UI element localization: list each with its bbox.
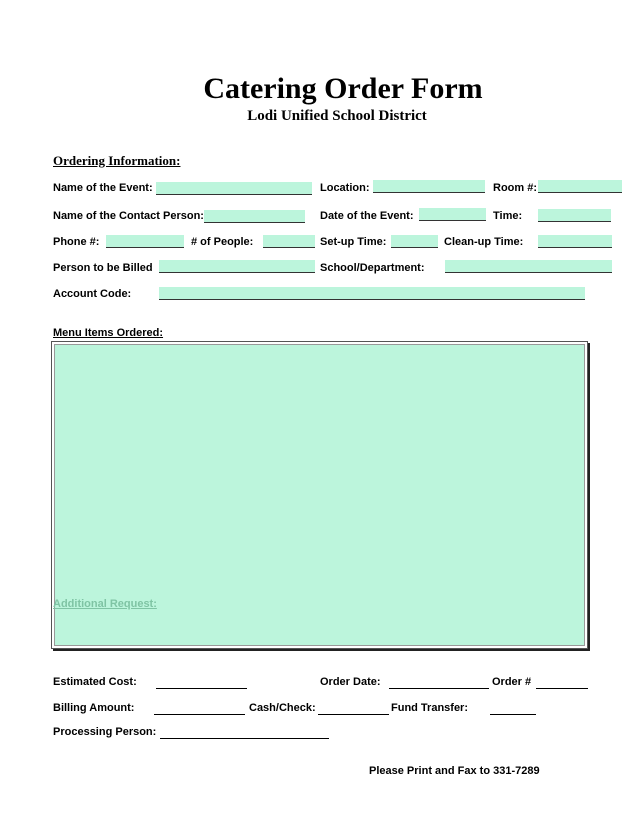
cleanup-time-label: Clean-up Time: [444,236,524,248]
cash-check-label: Cash/Check: [249,702,316,714]
account-code-field[interactable] [159,287,585,300]
processing-person-label: Processing Person: [53,726,157,738]
school-department-field[interactable] [445,260,612,273]
room-field[interactable] [538,180,622,193]
time-label: Time: [493,210,523,222]
order-date-line[interactable] [389,687,489,689]
school-department-label: School/Department: [320,262,425,274]
billed-person-field[interactable] [159,260,315,273]
additional-request-label: Additional Request: [53,598,157,610]
setup-time-field[interactable] [391,235,438,248]
billing-amount-label: Billing Amount: [53,702,135,714]
event-date-field[interactable] [419,208,486,221]
order-number-label: Order # [492,676,532,688]
page-title: Catering Order Form [203,72,483,105]
cleanup-time-field[interactable] [538,235,612,248]
order-number-line[interactable] [536,687,588,689]
menu-items-heading: Menu Items Ordered: [53,327,164,339]
contact-person-field[interactable] [204,210,305,223]
location-field[interactable] [373,180,485,193]
phone-field[interactable] [106,235,184,248]
location-label: Location: [320,182,370,194]
room-label: Room #: [493,182,537,194]
fund-transfer-label: Fund Transfer: [391,702,469,714]
estimated-cost-label: Estimated Cost: [53,676,137,688]
cash-check-line[interactable] [318,713,389,715]
fund-transfer-line[interactable] [490,713,536,715]
event-name-label: Name of the Event: [53,182,153,194]
event-date-label: Date of the Event: [320,210,414,222]
event-name-field[interactable] [156,182,312,195]
setup-time-label: Set-up Time: [320,236,387,248]
billed-person-label: Person to be Billed [53,262,153,274]
fax-instruction: Please Print and Fax to 331-7289 [369,765,540,777]
estimated-cost-line[interactable] [156,687,247,689]
order-date-label: Order Date: [320,676,381,688]
processing-person-line[interactable] [160,737,329,739]
people-count-field[interactable] [263,235,315,248]
contact-person-label: Name of the Contact Person: [53,210,204,222]
phone-label: Phone #: [53,236,100,248]
account-code-label: Account Code: [53,288,132,300]
time-field[interactable] [538,209,611,222]
people-count-label: # of People: [191,236,254,248]
billing-amount-line[interactable] [154,713,245,715]
ordering-info-heading: Ordering Information: [53,153,181,168]
district-subtitle: Lodi Unified School District [247,108,427,124]
